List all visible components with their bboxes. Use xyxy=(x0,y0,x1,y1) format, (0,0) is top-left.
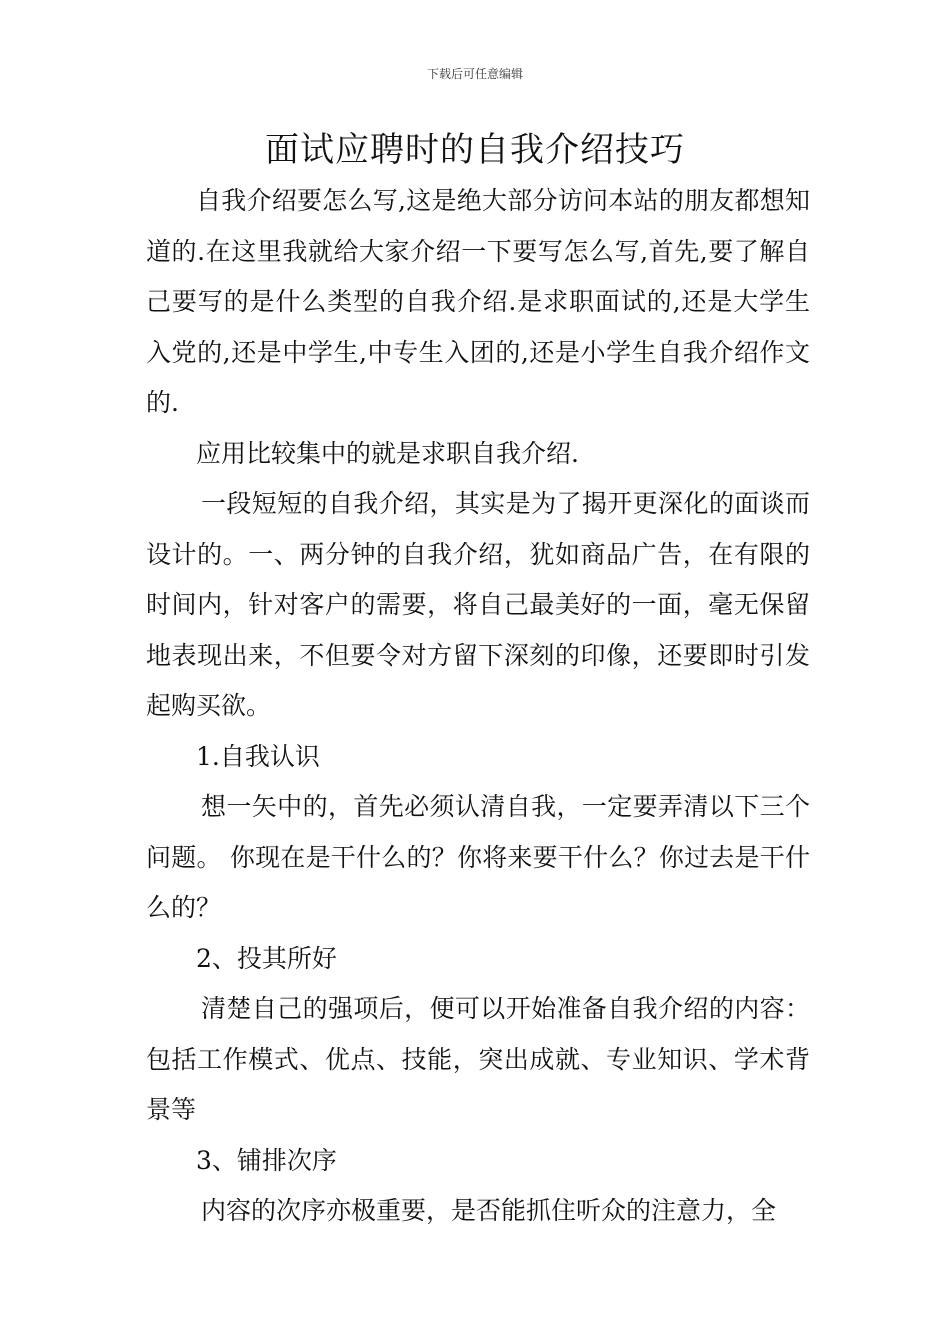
paragraph-purpose: 一段短短的自我介绍，其实是为了揭开更深化的面谈而设计的。一、两分钟的自我介绍，犹如商品广告，在有限的时间内，针对客户的需要，将自己最美好的一面，毫无保留地表现出来，不但要令对方留下深刻的印像，还要即时引发起购买欲。 xyxy=(146,489,810,720)
paragraph-order: 内容的次序亦极重要，是否能抓住听众的注意力，全 xyxy=(201,1196,777,1225)
document-title: 面试应聘时的自我介绍技巧 xyxy=(265,130,685,170)
paragraph-intro: 自我介绍要怎么写,这是绝大部分访问本站的朋友都想知道的.在这里我就给大家介绍一下要写怎么写,首先,要了解自己要写的是什么类型的自我介绍.是求职面试的,还是大学生入党的,还是中学生,中专生入团的,还是小学生自我介绍作文的. xyxy=(146,186,810,417)
section-heading-self-awareness: 1.自我认识 xyxy=(196,741,320,771)
document-body xyxy=(146,176,810,1237)
paragraph-application: 应用比较集中的就是求职自我介绍. xyxy=(196,438,579,468)
section-heading-order: 3、铺排次序 xyxy=(196,1145,337,1175)
section-heading-cater: 2、投其所好 xyxy=(196,943,337,973)
page-header-note: 下载后可任意编辑 xyxy=(426,67,523,81)
paragraph-self-awareness: 想一矢中的，首先必须认清自我，一定要弄清以下三个问题。 你现在是干什么的？你将来要干什么？你过去是干什么的？ xyxy=(146,792,810,922)
paragraph-cater: 清楚自己的强项后，便可以开始准备自我介绍的内容：包括工作模式、优点、技能，突出成就、专业知识、学术背景等 xyxy=(146,994,810,1124)
